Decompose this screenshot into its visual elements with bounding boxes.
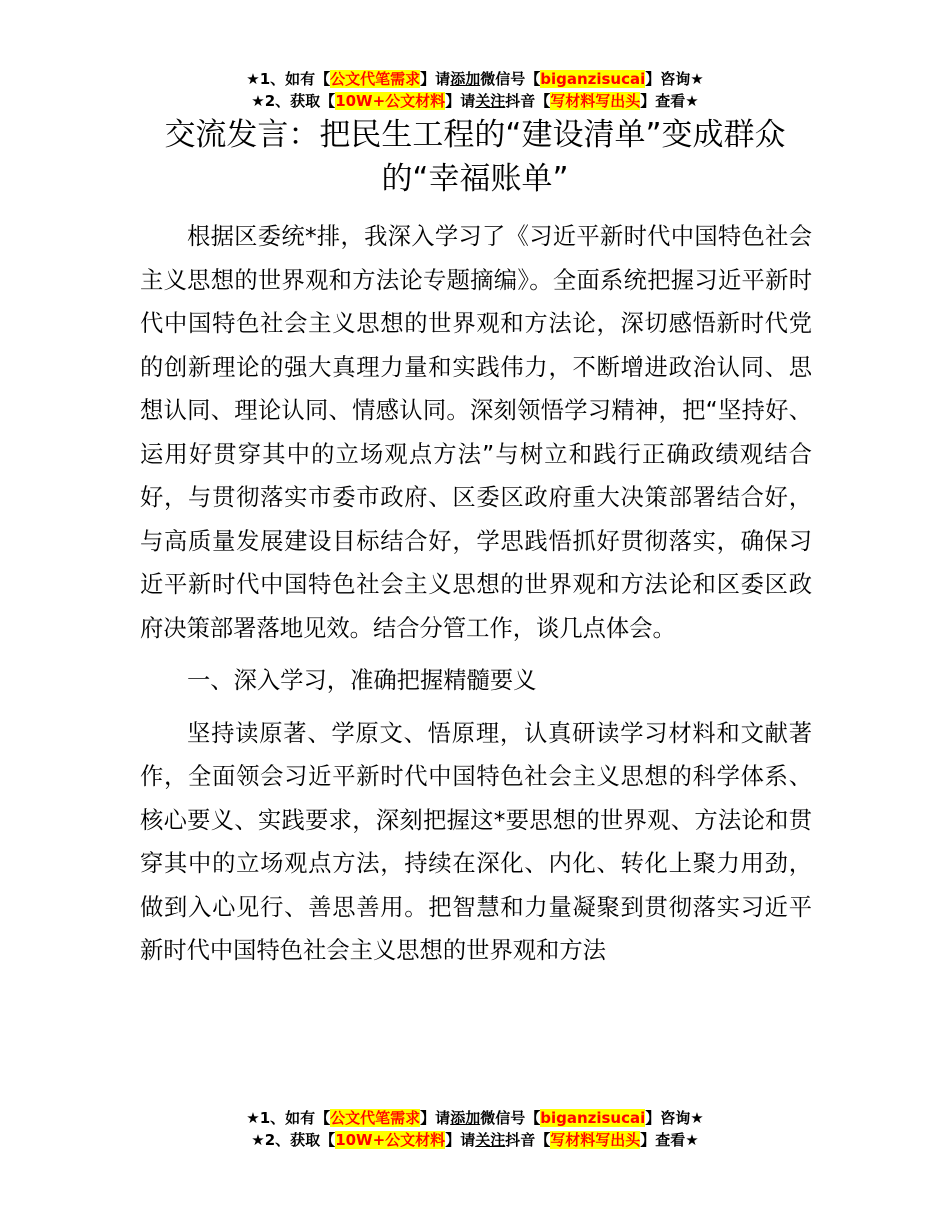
promo-line-1 (0, 1107, 950, 1129)
highlight-materials: 10W+公文材料 (335, 1131, 446, 1149)
body-paragraph: 坚持读原著、学原文、悟原理，认真研读学习材料和文献著作，全面领会习近平新时代中国特色社会主义思想的科学体系、核心要义、实践要求，深刻把握这*要思想的世界观、方法论和贯穿其中的立场观点方法，持续在深化、内化、转化上聚力用劲，做到入心见行、善思善用。把智慧和力量凝聚到贯彻落实习近平新时代中国特色社会主义思想的世界观和方法 (140, 719, 812, 964)
highlight-materials: 10W+公文材料 (335, 92, 446, 110)
promo-text: 】查看★ (640, 92, 699, 110)
highlight-service: 公文代笔需求 (330, 70, 421, 88)
highlight-wechat-id: biganzisucai (540, 70, 646, 88)
promo-text: 】咨询★ (645, 70, 704, 88)
document-body (140, 215, 812, 982)
highlight-douyin-account: 写材料写出头 (550, 1131, 641, 1149)
promo-text: ★2、获取【 (251, 1131, 336, 1149)
promo-text: ★1、如有【 (246, 1109, 331, 1127)
promo-underlined-text: 添加 (450, 70, 481, 88)
promo-text: 抖音【 (505, 92, 551, 110)
promo-text: 抖音【 (505, 1131, 551, 1149)
highlight-service: 公文代笔需求 (330, 1109, 421, 1127)
document-title: 交流发言：把民生工程的“建设清单”变成群众的“幸福账单” (164, 117, 786, 197)
section-heading: 一、深入学习，准确把握精髓要义 (187, 667, 537, 694)
promo-text: 】请 (420, 70, 451, 88)
promo-text: 微信号【 (480, 70, 541, 88)
promo-text: ★1、如有【 (246, 70, 331, 88)
promo-underlined-text: 关注 (475, 1131, 506, 1149)
promo-text: 】查看★ (640, 1131, 699, 1149)
promo-underlined-text: 关注 (475, 92, 506, 110)
promo-line-1 (0, 68, 950, 90)
highlight-douyin-account: 写材料写出头 (550, 92, 641, 110)
header-promo-banner (0, 68, 950, 112)
promo-text: 】请 (420, 1109, 451, 1127)
highlight-wechat-id: biganzisucai (540, 1109, 646, 1127)
promo-line-2 (0, 1129, 950, 1151)
promo-text: 微信号【 (480, 1109, 541, 1127)
promo-text: 】请 (445, 1131, 476, 1149)
promo-text: 】咨询★ (645, 1109, 704, 1127)
promo-text: ★2、获取【 (251, 92, 336, 110)
footer-promo-banner (0, 1107, 950, 1151)
body-paragraph: 根据区委统*排，我深入学习了《习近平新时代中国特色社会主义思想的世界观和方法论专题摘编》。全面系统把握习近平新时代中国特色社会主义思想的世界观和方法论，深切感悟新时代党的创新理论的强大真理力量和实践伟力，不断增进政治认同、思想认同、理论认同、情感认同。深刻领悟学习精神，把“坚持好、运用好贯穿其中的立场观点方法”与树立和践行正确政绩观结合好，与贯彻落实市委市政府、区委区政府重大决策部署结合好，与高质量发展建设目标结合好，学思践悟抓好贯彻落实，确保习近平新时代中国特色社会主义思想的世界观和方法论和区委区政府决策部署落地见效。结合分管工作，谈几点体会。 (140, 223, 812, 642)
promo-line-2 (0, 90, 950, 112)
promo-underlined-text: 添加 (450, 1109, 481, 1127)
promo-text: 】请 (445, 92, 476, 110)
